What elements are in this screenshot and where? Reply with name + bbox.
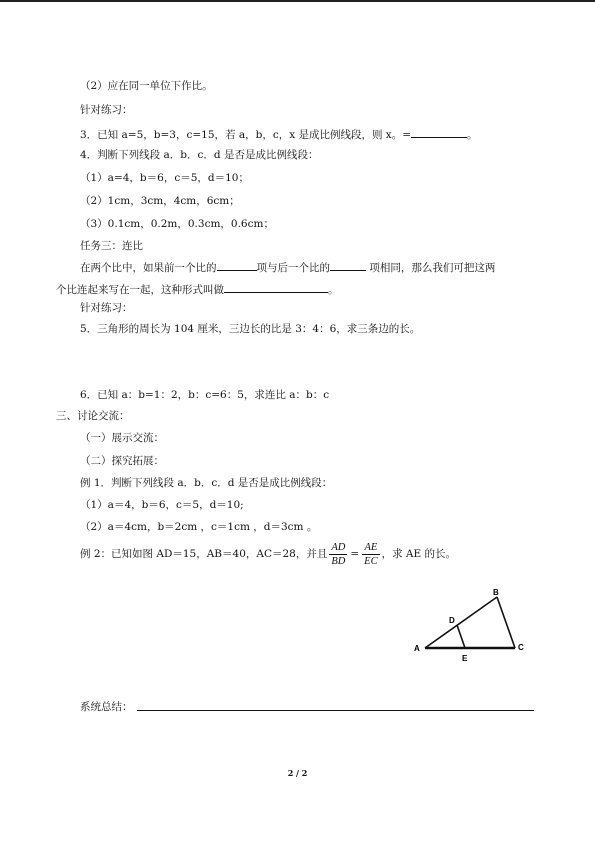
text-segment: 个比连起来写在一起，这种形式叫做	[56, 284, 224, 296]
period: 。	[467, 129, 478, 141]
section-task-3-title: 任务三：连比	[80, 240, 143, 252]
answer-blank	[224, 281, 328, 293]
label-d: D	[449, 616, 455, 625]
text-line-15: （一）展示交流：	[80, 432, 164, 444]
text-line-3	[80, 126, 478, 142]
fraction-ad-bd	[329, 541, 347, 568]
text-line-6: （2）1cm，3cm，4cm，6cm；	[80, 195, 240, 207]
text-line-11: 针对练习：	[80, 302, 133, 314]
summary-answer-line	[137, 710, 534, 711]
text-line-12: 5．三角形的周长为 104 厘米，三边长的比是 3：4：6，求三条边的长。	[80, 323, 421, 335]
segment-bc	[497, 597, 515, 648]
text-line-16: （二）探究拓展：	[80, 455, 164, 467]
answer-blank	[330, 259, 366, 271]
exercise-3-text: 3．已知 a=5，b=3，c=15，若 a，b，c，x 是成比例线段，则 x。=	[80, 129, 412, 141]
answer-blank	[411, 126, 467, 138]
text-segment: ，求 AE 的长。	[381, 548, 457, 560]
fraction-denominator: EC	[364, 555, 378, 567]
fraction-numerator: AE	[362, 541, 379, 555]
summary-label: 系统总结：	[80, 701, 133, 713]
text-line-17: 例 1．判断下列线段 a．b．c．d 是否是成比例线段：	[80, 477, 333, 489]
segment-ab	[425, 597, 497, 648]
period: 。	[328, 284, 339, 296]
text-line-1: （2）应在同一单位下作比。	[80, 80, 213, 92]
equals-sign: =	[350, 548, 360, 560]
page-top-border	[0, 0, 595, 2]
example-2-line	[80, 540, 456, 568]
text-line-4: 4．判断下列线段 a．b．c．d 是否是成比例线段：	[80, 149, 319, 161]
segment-de	[457, 625, 465, 648]
label-e: E	[462, 654, 468, 663]
text-segment: 在两个比中，如果前一个比的	[80, 262, 217, 274]
label-a: A	[414, 644, 420, 653]
text-line-7: （3）0.1cm，0.2m，0.3cm，0.6cm；	[80, 218, 274, 230]
text-line-19: （2）a＝4cm，b＝2cm ，c＝1cm ，d＝3cm 。	[80, 521, 318, 533]
label-c: C	[518, 643, 524, 652]
fraction-ae-ec	[362, 541, 379, 568]
text-line-9	[80, 259, 495, 275]
triangle-figure	[405, 582, 535, 664]
fraction-denominator: BD	[331, 555, 346, 567]
text-line-18: （1）a＝4，b＝6，c＝5，d＝10;	[80, 499, 244, 511]
text-segment: 项相同，那么我们可把这两	[366, 262, 496, 274]
text-line-10	[56, 281, 339, 297]
text-segment: 例 2：已知如图 AD＝15，AB＝40，AC＝28，并且	[80, 548, 328, 560]
label-b: B	[493, 588, 499, 597]
text-line-13: 6．已知 a：b=1：2，b：c=6：5，求连比 a：b：c	[80, 389, 330, 401]
text-line-2: 针对练习：	[80, 104, 133, 116]
answer-blank	[217, 259, 257, 271]
text-line-5: （1）a=4，b＝6，c＝5，d＝10；	[80, 172, 249, 184]
text-segment: 项与后一个比的	[256, 262, 330, 274]
section-3-title: 三、讨论交流：	[56, 410, 130, 422]
page-number: 2 / 2	[287, 768, 308, 778]
fraction-numerator: AD	[331, 541, 346, 553]
